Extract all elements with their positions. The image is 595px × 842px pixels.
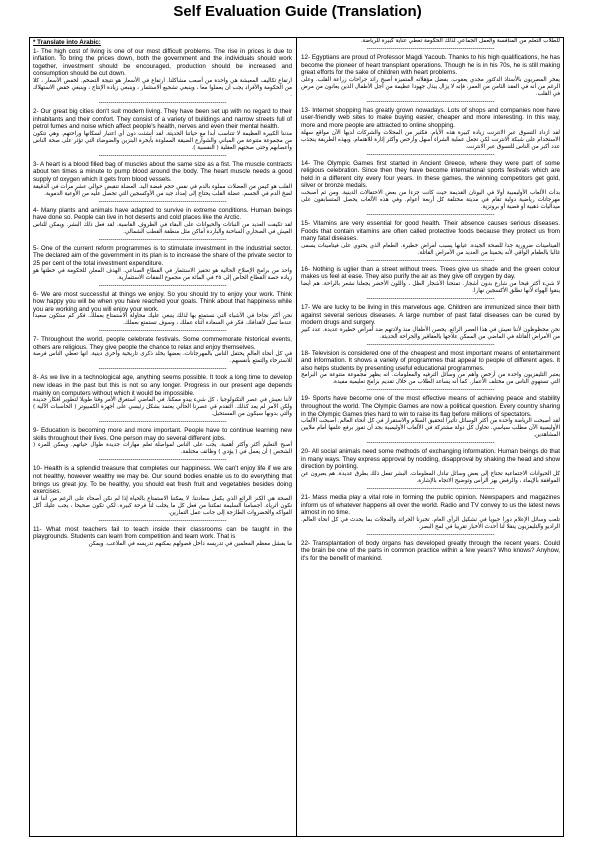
arabic-translation: تلعب وسائل الإعلام دورا حيويا في تشكيل الرأي العام. تخبرنا الجرائد والمجلات بما يحدث في كل انحاء العالم. الراديو والتليفزيون ينقلا لنا أحدث الأخبار تقريبا في لمح البصر. [301,516,560,530]
translation-item [31,207,294,244]
english-text: 22- Transplantation of body organs has developed greatly through the recent years. Could the brain be one of the parts in common practice within a few years? Who knows? Anyhow, it's for the benefit of mankind. [301,539,560,562]
english-text: 21- Mass media play a vital role in forming the public opinion. Newspapers and magazines inform us of whatever happens all over the world. Radio and TV convey to us the latest news almost in no time. [301,494,560,517]
arabic-translation: نحن محظوظون لأننا نعيش في هذا العصر الرائع. يحصن الأطفال منذ ولادتهم ضد أمراض خطيرة عديدة. عدد كبير من الأمراض القاتلة في الماضي من الممكن علاجها بالعقاقير والجراحة الحديثة. [301,326,560,340]
separator: ---------------------------------------------------------------- [366,257,495,264]
translation-item [31,161,294,206]
separator: ---------------------------------------------------------------- [98,328,227,335]
english-text: 4- Many plants and animals have adapted to survive in extreme conditions. Human beings have done so. People can live in hot deserts and cold places like the Arctic. [33,206,292,222]
right-column [299,38,562,836]
english-text: 20- All social animals need some methods of exchanging information. Human beings do that in many ways. They express approval by nodding, disapproval by shaking the head and show direction by pointing. [301,448,560,471]
english-text: 5- One of the current reform programmes is to stimulate investment in the industrial sector. The declared aim of the government in its plan is to increase the share of the private sector to 25 per cent of the total investment expenditure. [33,244,292,267]
separator: ---------------------------------------------------------------- [98,152,227,159]
separator: ---------------------------------------------------------------- [98,366,227,373]
translation-item [299,448,562,493]
translation-item [31,374,294,426]
english-text: 8- As we live in a technological age, anything seems possible. It took a long time to develop new ideas in the past but this is not so any longer. Progress in our present age depends mainly on computers without which it would be impossible. [33,374,292,397]
arabic-translation: مدننا الكبيرة العظيمة لا تتناسب أبدا مع حياتنا الحديثة. لقد أنشئت دون أي اعتبار لسكانها وراحتهم. وهي تتكون من مجموعة متنوعة من المباني والشوارع الضيقة المملوءة بأبخرة البنزين والضوضاء التي تؤثر على صحة الناس وأعصابهم وحتى صحتهم العقلية ( النفسية ). [33,130,292,151]
arabic-translation: نحن أكثر نجاحا في الأشياء التي نستمتع بها لذلك ينبغي عليك محاولة الاستمتاع بعملك. فكر كم ستكون سعيدا عندما تصل لأهدافك. فكر في السعادة أثناء عملك ، وسوف تستمتع بعملك. [33,313,292,327]
separator: ---------------------------------------------------------------- [366,341,495,348]
translation-item [299,107,562,159]
arabic-translation: لا شيء أكثر قبحا من شارع بدون أشجار. تمنحنا الأشجار الظل ، واللون الأخضر يجعلنا نشعر بالراحة. هم أيضا ينقوا الهواء لأنها تطلق الأكسجين نهارا. [301,280,560,294]
english-text: 2- Our great big cities don't suit modern living. They have been set up with no regard to their inhabitants and their comfort. They consist of a variety of buildings and narrow streets full of petrol fumes and noise which affect people's health, nerves and even their mental health. [33,107,292,131]
translation-item [299,266,562,303]
separator: ---------------------------------------------------------------- [366,98,495,105]
separator: ---------------------------------------------------------------- [366,440,495,447]
separator: ---------------------------------------------------------------- [366,531,495,538]
translation-item [31,465,294,524]
section-heading: * Translate into Arabic: [33,39,101,46]
left-column [31,38,294,836]
arabic-translation: في كل أنحاء العالم يحتفل الناس بالمهرجانات، بعضها يخلد ذكرى تاريخية وأخرى دينية. انها تعطي الناس فرصة للاسترخاء والتمتع بأنفسهم. [33,351,292,365]
arabic-translation: كل الحيوانات الاجتماعية تحتاج إلى بعض وسائل تبادل المعلومات. البشر تفعل ذلك بطرق عديدة. هم يعبرون عن الموافقة بالإيماء ، والرفض بهز الرأس وتوضيح الاتجاه بالإشارة. [301,471,560,485]
arabic-translation: الفيتامينات ضرورية جدا للصحة الجيدة. غيابها يسبب أمراض خطيرة. الطعام الذي يحتوي على فيتامينات يسمى غالبا بالطعام الواقي لأنه يحمينا من العديد من الأمراض القاتلة. [301,242,560,256]
english-text: 10- Health is a splendid treasure that completes our happiness. We can't enjoy life if we are not healthy, however wealthy we may be. Our sound bodies enable us to do everything that brings us great joy. To be healthy, you should eat fresh fruit and vegetables besides doing exercises. [33,465,292,496]
arabic-translation: الصحة هي الكنز الرائع الذي يكمل سعادتنا. لا يمكننا الاستمتاع بالحياة إذا لم نكن أصحاء على الرغم من أننا قد نكون أثرياء. أجسامنا السليمة تمكننا من فعل كل ما يجلب لنا فرحة كبيرة. لكي تكون صحيحا ، يجب عليك أكل الفواكه والخضروات الطازجة إلى جانب عمل التمارين. [33,495,292,516]
arabic-translation: لقد أصبحت الرياضة واحدة من أكثر الوسائل تأثيرا لتحقيق السلام والاستقرار في كل أنحاء العالم. أصبحت الألعاب الأوليمبية الآن مطلب سياسي. تحاول كل دولة مشتركة في الألعاب الأوليمبية بجد أن تفوز برفع علمها أمام ملايين المشاهدين. [301,418,560,439]
separator: ---------------------------------------------------------------- [366,46,495,52]
english-text: 9- Education is becoming more and more important. People have to continue learning new skills throughout their lives. One person may do several different jobs. [33,427,292,442]
english-text: 18- Television is considered one of the cheapest and most important means of entertainment and information. It shows a variety of programmes that appeal to people of different ages. It also helps students by presenting useful educational programmes. [301,349,560,372]
translation-item [299,540,562,563]
english-text: 14- The Olympic Games first started in Ancient Greece, where they were part of some religious celebration. Since then they have become international sports festivals which are held in a different city every four years. In these games, the winning competitors get gold, silver or bronze medals. [301,159,560,190]
separator: ---------------------------------------------------------------- [98,457,227,464]
english-text: 16- Nothing is uglier than a street without trees. Trees give us shade and the green colour makes us feel at ease. They also purify the air as they give off oxygen by day. [301,265,560,281]
translation-item [31,336,294,373]
separator: ---------------------------------------------------------------- [366,295,495,302]
translation-item [31,48,294,107]
translation-item [31,291,294,336]
separator: ---------------------------------------------------------------- [98,282,227,289]
continued-arabic-text: للطلاب التعلم من المنافسة والعمل الجماعي لذلك الحكومة تعطي عناية كبيرة للرياضة. [360,38,560,44]
arabic-translation: القلب هو كيس من العضلات مملوء بالدم في نفس حجم قبضة اليد. العضلة تنقبض حوالي عشر مرات في الدقيقة لضخ الدم في الجسم. عضلة القلب يحتاج إلى إمداد جيد من الأوكسجين التي تحصل عليه من الأوعية الدموية. [33,183,292,197]
translation-item [31,526,294,548]
translation-item [299,494,562,539]
arabic-translation: لأننا نعيش في عصر التكنولوجيا ، كل شيء يبدو ممكنا. في الماضي استغرق الأمر وقتا طويلا لتطوير أفكار جديدة ولكن الأمر لم يعد كذلك. التقدم في عصرنا الحالي يعتمد بشكل رئيسي على أجهزة الكمبيوتر ( الحاسبات الآلية ) والتي بدونها سيكون من المستحيل. [33,397,292,418]
arabic-translation: لقد ازداد التسوق عبر الانترنت زيادة كبيرة هذه الأيام. فكثير من المحلات والشركات لديها الآن مواقع سهلة الاستخدام على شبكة الانترنت لكي تجعل عملية الشراء أسهل وأرخص وأكثر إثارة للاهتمام. وبهذه الطريقة ينجذب عدد أكبر من الناس للتسوق عبر الانترنت. [301,129,560,150]
english-text: 11- What most teachers fail to teach inside their classrooms can be taught in the playgrounds. Students can learn from competition and team work. That is [33,525,292,541]
right-item-list [299,54,562,563]
arabic-translation: يعتبر التليفزيون واحدة من أرخص وأهم من وسائل الترفيه والمعلومات. انه يظهر مجموعة متنوعة من البرامج التي تستهوي الناس من مختلف الأعمار. كما أنه يساعد الطلاب من خلال تقديم برامج تعليمية مفيدة. [301,372,560,386]
separator: ---------------------------------------------------------------- [98,419,227,426]
translation-item [299,160,562,219]
english-text: 7- Throughout the world, people celebrate festivals. Some commemorate historical events, others are religious. They give people the chance to relax and enjoy themselves. [33,336,292,351]
separator: ---------------------------------------------------------------- [366,387,495,394]
separator: ---------------------------------------------------------------- [98,198,227,205]
arabic-translation: بدأت الألعاب الأوليمبية أولا في اليونان القديمة حيث كانت جزءا من بعض الاحتفالات الدينية. ومن ثم أصبحت مهرجانات رياضية دولية تقام في مدينة مختلفة كل أربعة أعوام. وفي هذه الألعاب يحصل المتسابقون على ميداليات ذهبية أو فضية أو برونزية. [301,189,560,210]
translation-item [31,245,294,290]
english-text: 6- We are most successful at things we enjoy. So you should try to enjoy your work. Think how happy you will be when you have reached your goals. Think about that happiness while you are working and you will enjoy your work. [33,290,292,313]
english-text: 19- Sports have become one of the most effective means of achieving peace and stability throughout the world. The Olympic Games are now a political question. Every country sharing in the Olympic Games tries hard to win to raise its flag before millions of spectators. [301,395,560,418]
separator: ---------------------------------------------------------------- [98,236,227,243]
translation-item [299,395,562,447]
separator: ---------------------------------------------------------------- [98,99,227,106]
arabic-translation: واحد من برامج الإصلاح الحالية هو تحفيز الاستثمار في القطاع الصناعي. الهدف المعلن للحكومة في خطتها هو زيادة حصة القطاع الخاص إلى ٢٥ في المائة من مجموع النفقات الاستثمارية. [33,267,292,281]
page-title: Self Evaluation Guide (Translation) [173,3,422,20]
arabic-translation: يفخر المصريون بالأستاذ الدكتور مجدي يعقوب. بفضل مؤهلاته المتميزة أصبح رائد جراحات زراعة القلب. وعلى الرغم من أنه في العقد الثامن من العمر، فإنه لا يزال يبذل جهودا عظيمة من أجل الأطفال الذين يعانون من مرض في القلب. [301,76,560,97]
english-text: 17- We are lucky to be living in this marvelous age. Children are immunized since their birth against several serious diseases. A large number of past fatal diseases can be cured by modern drugs and surgery. [301,303,560,327]
left-item-list [31,48,294,548]
arabic-translation: أصبح التعليم أكثر وأكثر أهمية. يجب على الناس لمواصلة تعلم مهارات جديدة طوال حياتهم. ويمكن للمرء ( الشخص ) أن يعمل في ( يؤدي ) وظائف مختلفة. [33,442,292,456]
english-text: 13- Internet shopping has greatly grown nowadays. Lots of shops and companies now have user-friendly web sites to make buying easier, cheaper and more interesting. In this way, more and more people are attracted to online shopping. [301,106,560,129]
arabic-translation: ارتفاع تكاليف المعيشة هي واحدة من أصعب مشاكلنا. ارتفاع في الأسعار هو نتيجة التضخم. لخفض الأسعار ، كلا من الحكومة والأفراد يجب أن يعملوا معا ، وينبغي تشجيع الاستثمار ، وينبغي زيادة الإنتاج ، وينبغي خفض الاستهلاك . [33,77,292,98]
english-text: 1- The high cost of living is one of our most difficult problems. The rise in prices is due to inflation. To bring the prices down, both the government and the individuals should work together, investment should be encouraged, production should be increased and consumption should be cut down. [33,47,292,78]
english-text: 12- Egyptians are proud of Professor Magdi Yacoub. Thanks to his high qualifications, he has become the pioneer of heart transplant operations. Though he is in his 70s, he is still making great efforts for the sake of children with heart problems. [301,54,560,77]
english-text: 3- A heart is a blood filled bag of muscles about the same size as a fist. The muscle contracts about ten times a minute to pump blood around the body. The heart muscle needs a good supply of oxygen which it gets from blood vessels. [33,160,292,183]
translation-item [299,220,562,265]
separator: ---------------------------------------------------------------- [366,486,495,493]
arabic-translation: ما يفشل معظم المعلمين في تدريسه داخل فصولهم يمكنهم تدريسه في الملاعب. ويمكن [88,541,292,547]
translation-item [299,304,562,349]
column-divider [296,37,297,837]
translation-item [299,54,562,106]
separator: ---------------------------------------------------------------- [98,517,227,524]
translation-item [31,427,294,464]
translation-item [31,108,294,160]
arabic-translation: لقد تكيفت العديد من النباتات والحيوانات على البقاء في الظروف القاسية. لقد فعل ذلك البشر. ويمكن للناس العيش في الصحاري الساخنة والباردة أماكن مثل منطقة القطب الشمالي. [33,221,292,235]
translation-item [299,350,562,395]
english-text: 15- Vitamins are very essential for good health. Their absence causes serious diseases. Foods that contain vitamins are often called protective foods because they protect us from many fatal diseases. [301,219,560,243]
separator: ---------------------------------------------------------------- [366,151,495,158]
separator: ---------------------------------------------------------------- [366,211,495,218]
